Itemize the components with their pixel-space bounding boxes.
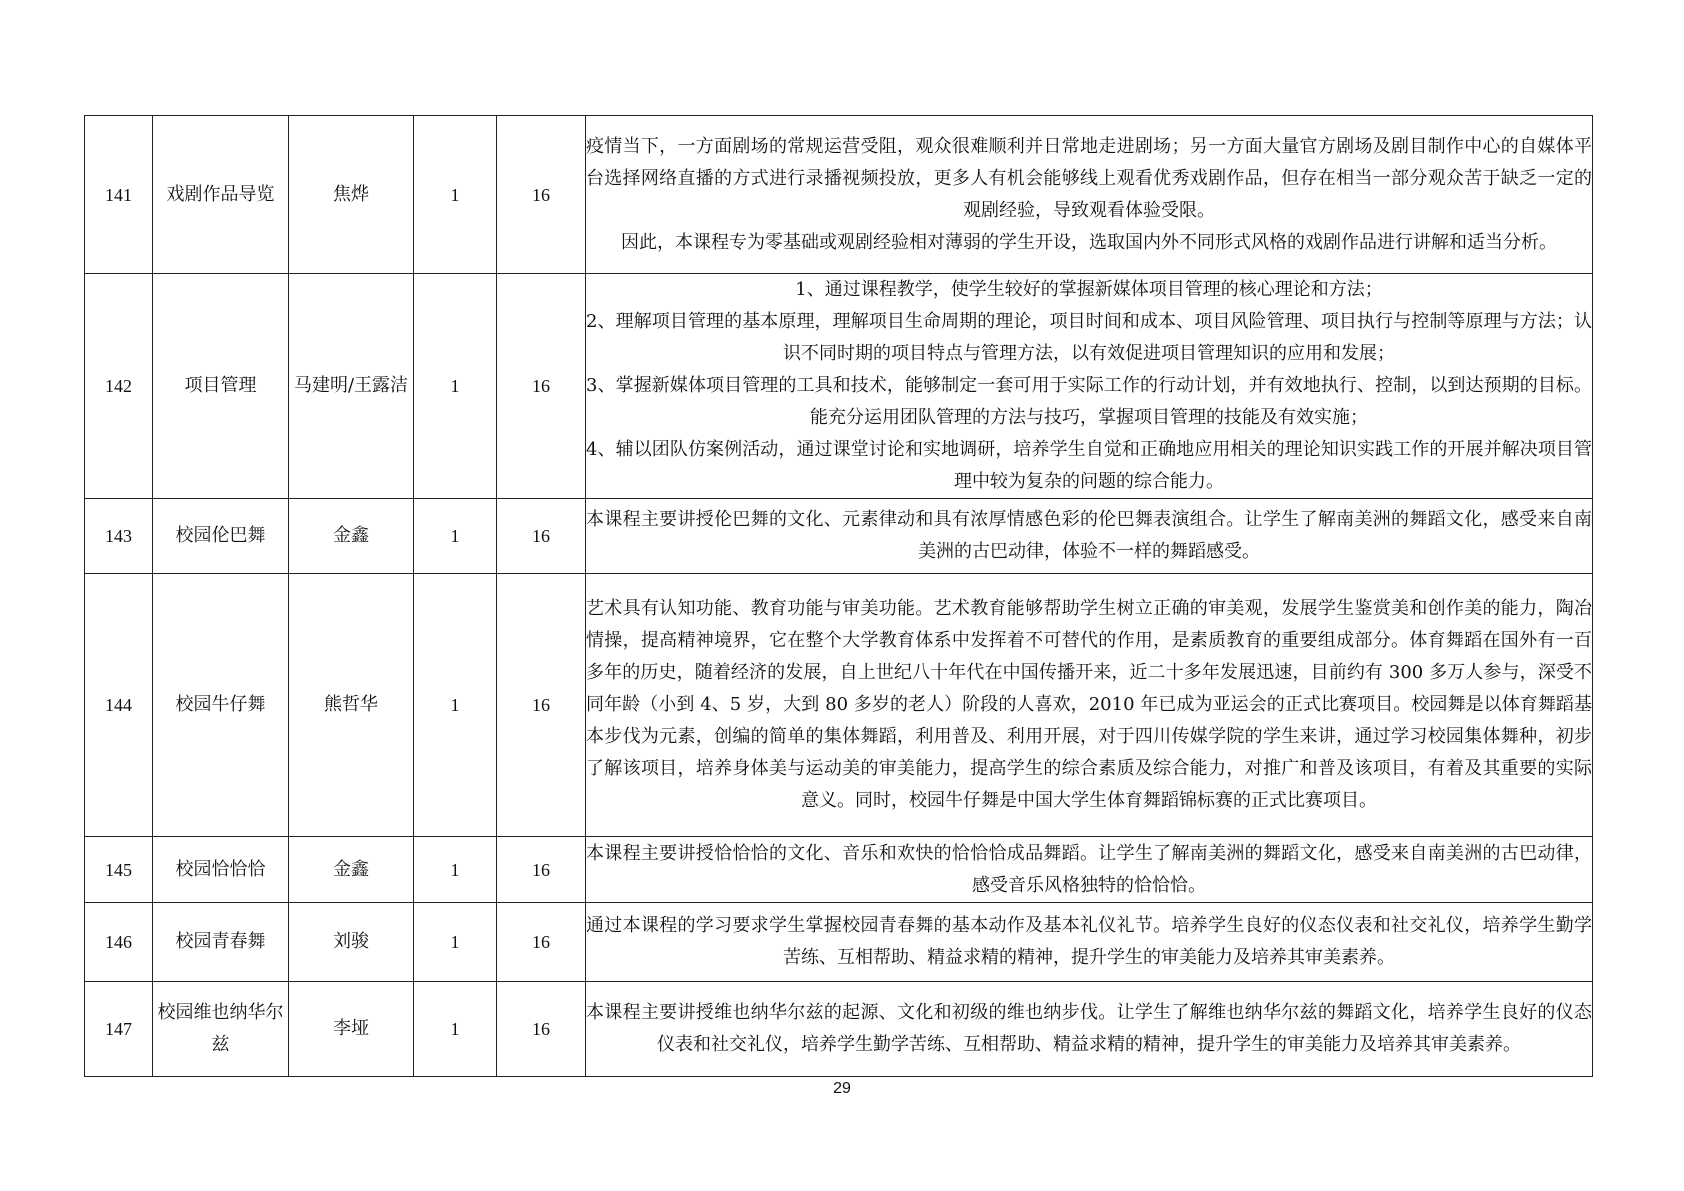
course-teacher: 马建明/王露洁 [289, 274, 414, 499]
course-number: 143 [85, 499, 153, 574]
course-credit: 1 [414, 982, 497, 1077]
course-number: 142 [85, 274, 153, 499]
course-description [586, 982, 1593, 1077]
course-number: 145 [85, 837, 153, 903]
course-number: 147 [85, 982, 153, 1077]
description-paragraph: 因此，本课程专为零基础或观剧经验相对薄弱的学生开设，选取国内外不同形式风格的戏剧作品进行讲解和适当分析。 [621, 231, 1557, 253]
description-paragraph: 本课程主要讲授恰恰恰的文化、音乐和欢快的恰恰恰成品舞蹈。让学生了解南美洲的舞蹈文化，感受来自南美洲的古巴动律，感受音乐风格独特的恰恰恰。 [586, 842, 1592, 896]
course-table [84, 115, 1593, 1077]
description-paragraph: 本课程主要讲授维也纳华尔兹的起源、文化和初级的维也纳步伐。让学生了解维也纳华尔兹的舞蹈文化，培养学生良好的仪态仪表和社交礼仪，培养学生勤学苦练、互相帮助、精益求精的精神，提升学生的审美能力及培养其审美素养。 [586, 1002, 1592, 1055]
table-row [85, 982, 1593, 1077]
course-name: 校园伦巴舞 [153, 499, 289, 574]
description-paragraph: 疫情当下，一方面剧场的常规运营受阻，观众很难顺利并日常地走进剧场；另一方面大量官方剧场及剧目制作中心的自媒体平台选择网络直播的方式进行录播视频投放，更多人有机会能够线上观看优秀戏剧作品，但存在相当一部分观众苦于缺乏一定的观剧经验，导致观看体验受限。 [586, 135, 1592, 221]
course-teacher: 熊哲华 [289, 574, 414, 837]
page-number: 29 [833, 1080, 851, 1097]
course-name: 校园牛仔舞 [153, 574, 289, 837]
description-paragraph: 通过本课程的学习要求学生掌握校园青春舞的基本动作及基本礼仪礼节。培养学生良好的仪态仪表和社交礼仪，培养学生勤学苦练、互相帮助、精益求精的精神，提升学生的审美能力及培养其审美素养。 [586, 915, 1592, 968]
course-rows [85, 116, 1593, 1077]
course-number: 141 [85, 116, 153, 274]
course-teacher: 金鑫 [289, 837, 414, 903]
table-row [85, 837, 1593, 903]
course-name: 项目管理 [153, 274, 289, 499]
course-hours: 16 [497, 499, 586, 574]
course-description [586, 116, 1593, 274]
course-credit: 1 [414, 274, 497, 499]
course-number: 144 [85, 574, 153, 837]
course-credit: 1 [414, 837, 497, 903]
table-row [85, 274, 1593, 499]
course-hours: 16 [497, 837, 586, 903]
table-row [85, 499, 1593, 574]
description-paragraph: 2、理解项目管理的基本原理，理解项目生命周期的理论，项目时间和成本、项目风险管理、项目执行与控制等原理与方法；认识不同时期的项目特点与管理方法，以有效促进项目管理知识的应用和发展； [586, 311, 1592, 364]
course-hours: 16 [497, 982, 586, 1077]
course-teacher: 焦烨 [289, 116, 414, 274]
course-credit: 1 [414, 116, 497, 274]
table-row [85, 574, 1593, 837]
table-row [85, 116, 1593, 274]
course-name: 戏剧作品导览 [153, 116, 289, 274]
course-hours: 16 [497, 903, 586, 982]
description-paragraph: 1、通过课程教学，使学生较好的掌握新媒体项目管理的核心理论和方法； [795, 279, 1383, 300]
description-paragraph: 4、辅以团队仿案例活动，通过课堂讨论和实地调研，培养学生自觉和正确地应用相关的理论知识实践工作的开展并解决项目管理中较为复杂的问题的综合能力。 [586, 439, 1592, 492]
course-hours: 16 [497, 116, 586, 274]
course-credit: 1 [414, 499, 497, 574]
course-hours: 16 [497, 274, 586, 499]
course-teacher: 金鑫 [289, 499, 414, 574]
table-row [85, 903, 1593, 982]
course-credit: 1 [414, 574, 497, 837]
course-name: 校园青春舞 [153, 903, 289, 982]
description-paragraph: 3、掌握新媒体项目管理的工具和技术，能够制定一套可用于实际工作的行动计划，并有效地执行、控制，以到达预期的目标。能充分运用团队管理的方法与技巧，掌握项目管理的技能及有效实施； [586, 375, 1592, 428]
description-paragraph: 艺术具有认知功能、教育功能与审美功能。艺术教育能够帮助学生树立正确的审美观，发展学生鉴赏美和创作美的能力，陶冶情操，提高精神境界，它在整个大学教育体系中发挥着不可替代的作用，是素质教育的重要组成部分。体育舞蹈在国外有一百多年的历史，随着经济的发展，自上世纪八十年代在中国传播开来，近二十多年发展迅速，目前约有 300 多万人参与，深受不同年龄（小到 4、5 岁，大到 80 多岁的老人）阶段的人喜欢，2010 年已成为亚运会的正式比赛项目。校园舞是以体育舞蹈基本步伐为元素，创编的简单的集体舞蹈，利用普及、利用开展，对于四川传媒学院的学生来讲，通过学习校园集体舞种，初步了解该项目，培养身体美与运动美的审美能力，提高学生的综合素质及综合能力，对推广和普及该项目，有着及其重要的实际意义。同时，校园牛仔舞是中国大学生体育舞蹈锦标赛的正式比赛项目。 [586, 598, 1592, 811]
course-credit: 1 [414, 903, 497, 982]
course-description [586, 574, 1593, 837]
course-teacher: 刘骏 [289, 903, 414, 982]
course-number: 146 [85, 903, 153, 982]
description-paragraph: 本课程主要讲授伦巴舞的文化、元素律动和具有浓厚情感色彩的伦巴舞表演组合。让学生了解南美洲的舞蹈文化，感受来自南美洲的古巴动律，体验不一样的舞蹈感受。 [586, 509, 1592, 562]
course-name: 校园恰恰恰 [153, 837, 289, 903]
course-description [586, 274, 1593, 499]
course-description [586, 499, 1593, 574]
course-description [586, 903, 1593, 982]
course-description [586, 837, 1593, 903]
course-name: 校园维也纳华尔兹 [153, 982, 289, 1077]
course-teacher: 李垭 [289, 982, 414, 1077]
course-hours: 16 [497, 574, 586, 837]
